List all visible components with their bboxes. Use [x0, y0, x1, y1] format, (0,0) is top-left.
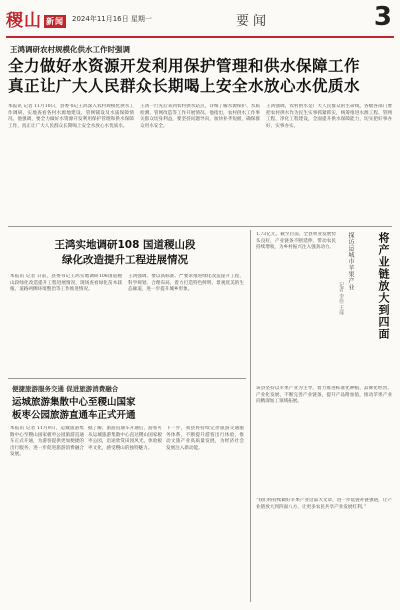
issue-date: 2024年11月16日 星期一: [72, 15, 152, 23]
divider-story1: [8, 226, 392, 227]
story1-column-2: [140, 104, 260, 222]
story4-byline: 记者 李佳 王琦: [338, 282, 344, 316]
story1-headline: [8, 56, 398, 96]
divider-right-column: [250, 230, 251, 602]
story1-headline-line2: 真正让广大人民群众长期喝上安全水放心水优质水: [8, 77, 361, 95]
newspaper-logo: [6, 6, 66, 31]
story3-kicker: 便捷旅游服务交通 促进旅游消费融合: [12, 385, 119, 393]
story4-text-3: “我们将持续做好苹果产业这篇大文章，进一步延链补链强链，让产业链放大到四面八方，让更多农民共享产业发展红利。”: [256, 498, 392, 510]
story4-column-1: [256, 232, 336, 380]
divider-story2: [8, 378, 246, 379]
story3-column-3: [166, 426, 244, 604]
story2-headline-line2: 绿化改造提升工程进展情况: [62, 254, 188, 266]
story3-text-1: 本报讯 记者 11月9日，运城旅游集散中心至稷山国家板枣公园旅游直通车正式开通，为游客提供更加便捷的出行服务，进一步促进旅游消费融合发展。: [10, 426, 84, 458]
story3-text-3: 下一步，我县将持续完善旅游交通服务体系，不断提升游客出行体验，推动文旅产业高质量发展，为经济社会发展注入新动能。: [166, 426, 244, 451]
story3-column-2: [88, 426, 162, 604]
masthead: [0, 0, 400, 42]
story1-column-3: [266, 104, 392, 222]
story2-text-1: 本报讯 记者 日前，县委书记王鸿实地调研108国道稷山段绿化改造提升工程进展情况，现场查看绿化苗木栽植、道路两侧环境整治等工作推进情况。: [10, 274, 122, 293]
header-rule: [6, 36, 394, 38]
section-title: 要闻: [236, 14, 271, 29]
story1-text-3: 王鸿强调，农村供水是广大人民群众的生命线，各级各部门要把农村供水作为民生实事抓紧抓实，统筹推进水源工程、管网工程、净化工程建设，全面提升供水保障能力，切实把好事办好、实事办实。: [266, 104, 392, 129]
story4-text-2: 该县坚持以苹果产业为主导，着力推进标准化种植、品牌化经营、产业化发展，不断完善产业链条，提升产品附加值，推动苹果产业向精深加工领域拓展。: [256, 386, 392, 405]
story1-text-1: 本报讯 记者 11月10日，县委书记王鸿深入农村规模化供水工作调研，实地查看各村水源地建设、管网铺设及水质保障情况。他强调，要全力做好水资源开发利用保护管理和供水保障工作，真正让广大人民群众长期喝上安全水放心水优质水。: [8, 104, 134, 129]
story2-headline-line1: 王鸿实地调研108 国道稷山段: [54, 239, 196, 251]
story4-title-block: [338, 232, 392, 380]
logo-badge: 新闻: [46, 16, 64, 26]
story2-column-1: [10, 274, 122, 374]
story2-text-2: 王鸿强调，要以高标准、严要求推进绿化改造提升工程，科学规划、合理布局，着力打造特色鲜明、景观优美的生态廊道，进一步提升城乡形象。: [128, 274, 244, 293]
story4-subtitle: 探访运城市苹果产业: [347, 232, 354, 291]
page-number: 3: [373, 2, 392, 32]
story1-headline-line1: 全力做好水资源开发利用保护管理和供水保障工作: [8, 57, 361, 75]
story3-column-1: [10, 426, 84, 604]
story3-headline-line1: 运城旅游集散中心至稷山国家: [12, 397, 136, 408]
story1-column-1: [8, 104, 134, 222]
story4-headline: 将产业链放大到四面: [377, 232, 390, 340]
story4-column-3: [256, 498, 392, 604]
story3-headline-line2: 板枣公园旅游直通车正式开通: [12, 410, 136, 421]
story4-text-1: 1.73亿元，截至目前，全县果业发展势头良好，产业链条不断延伸，带动农民持续增收，为乡村振兴注入强劲动力。: [256, 232, 336, 251]
story3-text-2: 据了解，旅游直通车开通后，游客可从运城旅游集散中心直达稷山国家板枣公园，沿途欣赏田园风光，体验板枣文化，感受稷山的独特魅力。: [88, 426, 162, 451]
story2-column-2: [128, 274, 244, 374]
story4-column-2: [256, 386, 392, 494]
story3-headline: [12, 396, 240, 422]
story1-kicker: 王鸿调研农村规模化供水工作时强调: [10, 45, 130, 54]
story2-headline: [10, 238, 240, 268]
story1-text-2: 王鸿一行先后来到农村供水站点，详细了解水源保护、水质检测、管网改造等工作开展情况。他指出，农村供水工作事关群众切身利益，要坚持问题导向，加快补齐短板，确保群众用水安全。: [140, 104, 260, 129]
logo-text: 稷山: [6, 11, 42, 31]
